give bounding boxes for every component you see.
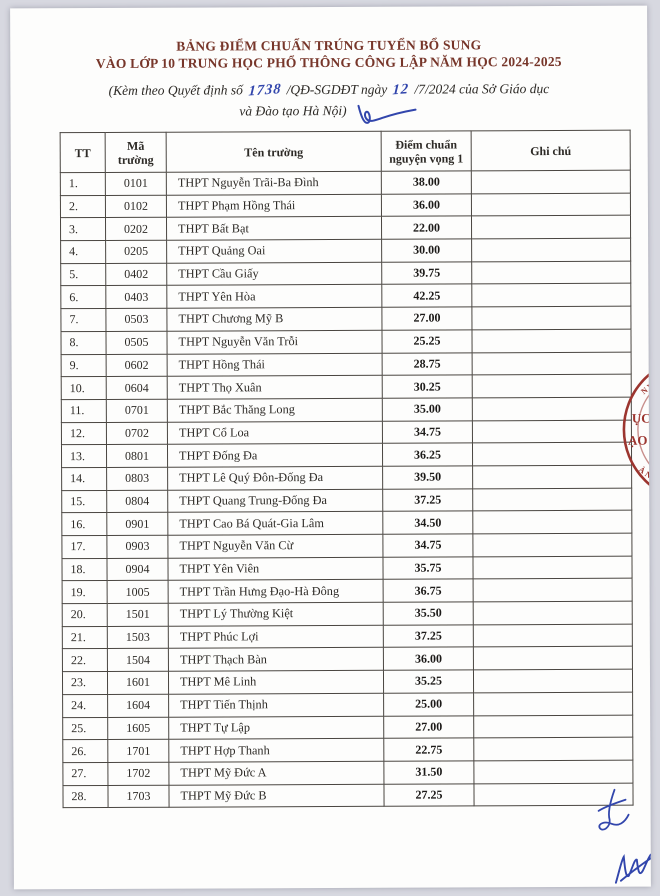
cell-code: 0701 xyxy=(106,399,167,422)
cell-tt: 4. xyxy=(61,241,106,264)
cell-code: 1702 xyxy=(108,762,169,785)
table-row xyxy=(62,556,632,581)
cell-name: THPT Yên Hòa xyxy=(167,285,382,309)
cell-tt: 10. xyxy=(61,377,106,400)
cell-tt: 14. xyxy=(62,467,107,490)
cell-name: THPT Yên Viên xyxy=(168,557,383,581)
table-row xyxy=(63,760,633,785)
cell-note xyxy=(473,669,632,692)
cell-note xyxy=(473,533,632,556)
cell-score: 37.25 xyxy=(383,489,473,512)
cell-name: THPT Quảng Oai xyxy=(167,239,382,263)
table-row xyxy=(61,306,631,331)
cell-name: THPT Trần Hưng Đạo-Hà Đông xyxy=(168,580,383,604)
cell-code: 0202 xyxy=(105,218,166,241)
table-row xyxy=(62,488,632,513)
cell-note xyxy=(474,760,633,783)
cell-code: 0901 xyxy=(107,513,168,536)
cell-score: 25.00 xyxy=(384,693,474,716)
cell-score: 36.00 xyxy=(383,647,473,670)
cell-note xyxy=(472,397,631,420)
handwritten-decision-number: 1738 xyxy=(247,80,282,100)
cell-name: THPT Đống Đa xyxy=(167,444,382,468)
cell-tt: 21. xyxy=(62,626,107,649)
table-row xyxy=(62,624,632,649)
cell-name: THPT Mỹ Đức A xyxy=(169,761,384,785)
handwritten-initial-bottom xyxy=(611,851,651,889)
cell-note xyxy=(472,238,631,261)
cell-code: 1604 xyxy=(108,694,169,717)
table-row xyxy=(62,510,632,535)
cell-score: 35.25 xyxy=(383,670,473,693)
handwritten-day: 12 xyxy=(392,81,410,99)
table-row xyxy=(60,216,630,241)
table-row xyxy=(60,170,630,195)
cell-name: THPT Nguyễn Văn Cừ xyxy=(168,534,383,558)
cell-name: THPT Bất Bạt xyxy=(166,217,381,241)
cell-note xyxy=(473,624,632,647)
cell-code: 0403 xyxy=(106,286,167,309)
paper-page xyxy=(10,6,656,890)
cell-tt: 5. xyxy=(61,263,106,286)
column-header-note: Ghi chú xyxy=(471,130,630,171)
cell-tt: 8. xyxy=(61,331,106,354)
cell-code: 1703 xyxy=(108,785,169,808)
cell-name: THPT Phúc Lợi xyxy=(168,625,383,649)
document-header xyxy=(10,6,648,126)
cell-tt: 24. xyxy=(63,694,108,717)
stamp-text-mid1: ỤC xyxy=(631,410,651,426)
cell-tt: 1. xyxy=(60,172,105,195)
cell-note xyxy=(474,737,633,760)
cell-score: 25.25 xyxy=(382,330,472,353)
cell-code: 0803 xyxy=(107,467,168,490)
table-row xyxy=(61,442,631,467)
cell-tt: 20. xyxy=(62,604,107,627)
cell-code: 0205 xyxy=(106,240,167,263)
cell-score: 39.75 xyxy=(382,262,472,285)
table-row xyxy=(61,397,631,422)
cell-note xyxy=(474,715,633,738)
cell-tt: 27. xyxy=(63,762,108,785)
cell-note xyxy=(473,465,632,488)
cell-code: 0604 xyxy=(106,376,167,399)
cell-note xyxy=(471,216,630,239)
column-header-tt: TT xyxy=(60,132,105,172)
table-row xyxy=(62,601,632,626)
table-row xyxy=(63,715,633,740)
cell-name: THPT Cao Bá Quát-Gia Lâm xyxy=(168,512,383,536)
cell-note xyxy=(472,442,631,465)
cell-note xyxy=(472,284,631,307)
table-row xyxy=(61,261,631,286)
table-header xyxy=(60,130,630,172)
cell-score: 34.75 xyxy=(382,420,472,443)
cell-name: THPT Thạch Bàn xyxy=(168,648,383,672)
cell-score: 35.00 xyxy=(382,398,472,421)
table-row xyxy=(62,669,632,694)
cell-code: 0503 xyxy=(106,308,167,331)
cell-code: 0903 xyxy=(107,535,168,558)
cell-tt: 18. xyxy=(62,558,107,581)
cell-tt: 15. xyxy=(62,490,107,513)
cell-score: 35.75 xyxy=(383,557,473,580)
cell-note xyxy=(473,488,632,511)
cell-name: THPT Hồng Thái xyxy=(167,353,382,377)
cell-code: 0101 xyxy=(105,172,166,195)
cell-name: THPT Cầu Giấy xyxy=(167,262,382,286)
handwritten-initial-top xyxy=(592,787,632,841)
cell-score: 34.75 xyxy=(383,534,473,557)
cell-score: 38.00 xyxy=(381,171,471,194)
cell-tt: 28. xyxy=(63,785,108,808)
cell-code: 1504 xyxy=(107,649,168,672)
cell-code: 0102 xyxy=(105,195,166,218)
cell-note xyxy=(473,601,632,624)
table-row xyxy=(61,352,631,377)
cell-score: 30.00 xyxy=(382,239,472,262)
cell-code: 0505 xyxy=(106,331,167,354)
table-header-row xyxy=(60,130,630,172)
table-row xyxy=(62,579,632,604)
table-row xyxy=(61,420,631,445)
cell-tt: 3. xyxy=(60,218,105,241)
table-body xyxy=(60,170,633,808)
handwritten-flourish-mark xyxy=(353,104,419,128)
cell-name: THPT Lê Quý Đôn-Đống Đa xyxy=(168,466,383,490)
cell-name: THPT Quang Trung-Đống Đa xyxy=(168,489,383,513)
table-row xyxy=(61,238,631,263)
cell-code: 1501 xyxy=(107,603,168,626)
table-row xyxy=(63,692,633,717)
cell-name: THPT Bắc Thăng Long xyxy=(167,398,382,422)
cell-tt: 25. xyxy=(63,717,108,740)
cell-note xyxy=(472,306,631,329)
cell-note xyxy=(474,692,633,715)
table-row xyxy=(60,193,630,218)
cell-name: THPT Nguyễn Trãi-Ba Đình xyxy=(166,171,381,195)
cell-code: 1503 xyxy=(107,626,168,649)
column-header-name: Tên trường xyxy=(166,131,381,172)
cell-name: THPT Mê Linh xyxy=(168,670,383,694)
cell-note xyxy=(471,193,630,216)
table-row xyxy=(62,533,632,558)
table-row xyxy=(63,783,633,808)
cell-name: THPT Lý Thường Kiệt xyxy=(168,602,383,626)
cell-score: 28.75 xyxy=(382,352,472,375)
table-row xyxy=(62,465,632,490)
cell-note xyxy=(472,420,631,443)
cell-name: THPT Tiến Thịnh xyxy=(169,693,384,717)
cell-code: 1605 xyxy=(108,717,169,740)
score-table-container xyxy=(60,130,634,809)
table-row xyxy=(63,737,633,762)
cell-score: 35.50 xyxy=(383,602,473,625)
cell-name: THPT Mỹ Đức B xyxy=(169,784,384,808)
cell-code: 0402 xyxy=(106,263,167,286)
cell-tt: 13. xyxy=(61,445,106,468)
stamp-text-mid2: ẠO xyxy=(627,432,648,448)
cell-note xyxy=(473,579,632,602)
cell-score: 27.25 xyxy=(384,783,474,806)
cell-code: 1005 xyxy=(107,581,168,604)
cell-code: 1601 xyxy=(107,671,168,694)
cell-tt: 9. xyxy=(61,354,106,377)
cell-score: 36.25 xyxy=(382,443,472,466)
cell-tt: 12. xyxy=(61,422,106,445)
cell-tt: 26. xyxy=(63,740,108,763)
cell-score: 27.00 xyxy=(384,715,474,738)
cell-note xyxy=(471,170,630,193)
stamp-text-top: N V xyxy=(639,380,656,397)
score-table xyxy=(60,130,634,809)
cell-code: 0801 xyxy=(106,444,167,467)
cell-tt: 2. xyxy=(60,195,105,218)
cell-tt: 6. xyxy=(61,286,106,309)
cell-tt: 7. xyxy=(61,309,106,332)
cell-tt: 19. xyxy=(62,581,107,604)
cell-name: THPT Nguyễn Văn Trỗi xyxy=(167,330,382,354)
document-title-line1: BẢNG ĐIỂM CHUẨN TRÚNG TUYỂN BỔ SUNG xyxy=(176,37,482,54)
cell-code: 0804 xyxy=(107,490,168,513)
cell-score: 36.00 xyxy=(381,194,471,217)
attribution-suffix: /7/2024 của Sở Giáo dục xyxy=(414,81,550,97)
table-row xyxy=(62,647,632,672)
table-row xyxy=(61,329,631,354)
cell-name: THPT Cổ Loa xyxy=(167,421,382,445)
cell-note xyxy=(472,261,631,284)
cell-score: 31.50 xyxy=(384,761,474,784)
cell-name: THPT Chương Mỹ B xyxy=(167,307,382,331)
attribution-line2 xyxy=(10,99,647,126)
cell-tt: 16. xyxy=(62,513,107,536)
cell-note xyxy=(473,647,632,670)
cell-score: 37.25 xyxy=(383,625,473,648)
cell-code: 1701 xyxy=(108,739,169,762)
cell-name: THPT Phạm Hồng Thái xyxy=(166,194,381,218)
cell-name: THPT Tự Lập xyxy=(169,716,384,740)
attribution-line2-text: và Đào tạo Hà Nội) xyxy=(239,103,347,119)
cell-score: 34.50 xyxy=(383,511,473,534)
cell-score: 22.75 xyxy=(384,738,474,761)
attribution-mid: /QĐ-SGDĐT ngày xyxy=(286,81,388,98)
attribution-prefix: (Kèm theo Quyết định số xyxy=(108,82,243,98)
table-row xyxy=(61,374,631,399)
cell-note xyxy=(472,374,631,397)
cell-tt: 17. xyxy=(62,535,107,558)
cell-code: 0904 xyxy=(107,558,168,581)
cell-note xyxy=(472,329,631,352)
cell-score: 22.00 xyxy=(381,216,471,239)
stamp-text-bottom: À N xyxy=(636,464,654,481)
cell-name: THPT Thọ Xuân xyxy=(167,375,382,399)
column-header-score: Điểm chuẩn nguyện vọng 1 xyxy=(381,131,471,171)
cell-code: 0602 xyxy=(106,354,167,377)
cell-score: 30.25 xyxy=(382,375,472,398)
cell-tt: 23. xyxy=(62,672,107,695)
cell-tt: 11. xyxy=(61,399,106,422)
cell-note xyxy=(473,510,632,533)
cell-score: 39.50 xyxy=(383,466,473,489)
cell-code: 0702 xyxy=(106,422,167,445)
cell-score: 27.00 xyxy=(382,307,472,330)
column-header-code: Mã trường xyxy=(105,132,166,172)
cell-score: 36.75 xyxy=(383,579,473,602)
document-title-line2: VÀO LỚP 10 TRUNG HỌC PHỔ THÔNG CÔNG LẬP NĂM HỌC 2024-2025 xyxy=(95,53,562,72)
cell-note xyxy=(472,352,631,375)
table-row xyxy=(61,284,631,309)
official-stamp-partial xyxy=(614,371,656,489)
attribution-line1 xyxy=(10,79,647,102)
cell-tt: 22. xyxy=(62,649,107,672)
cell-score: 42.25 xyxy=(382,284,472,307)
cell-name: THPT Hợp Thanh xyxy=(169,738,384,762)
cell-note xyxy=(473,556,632,579)
